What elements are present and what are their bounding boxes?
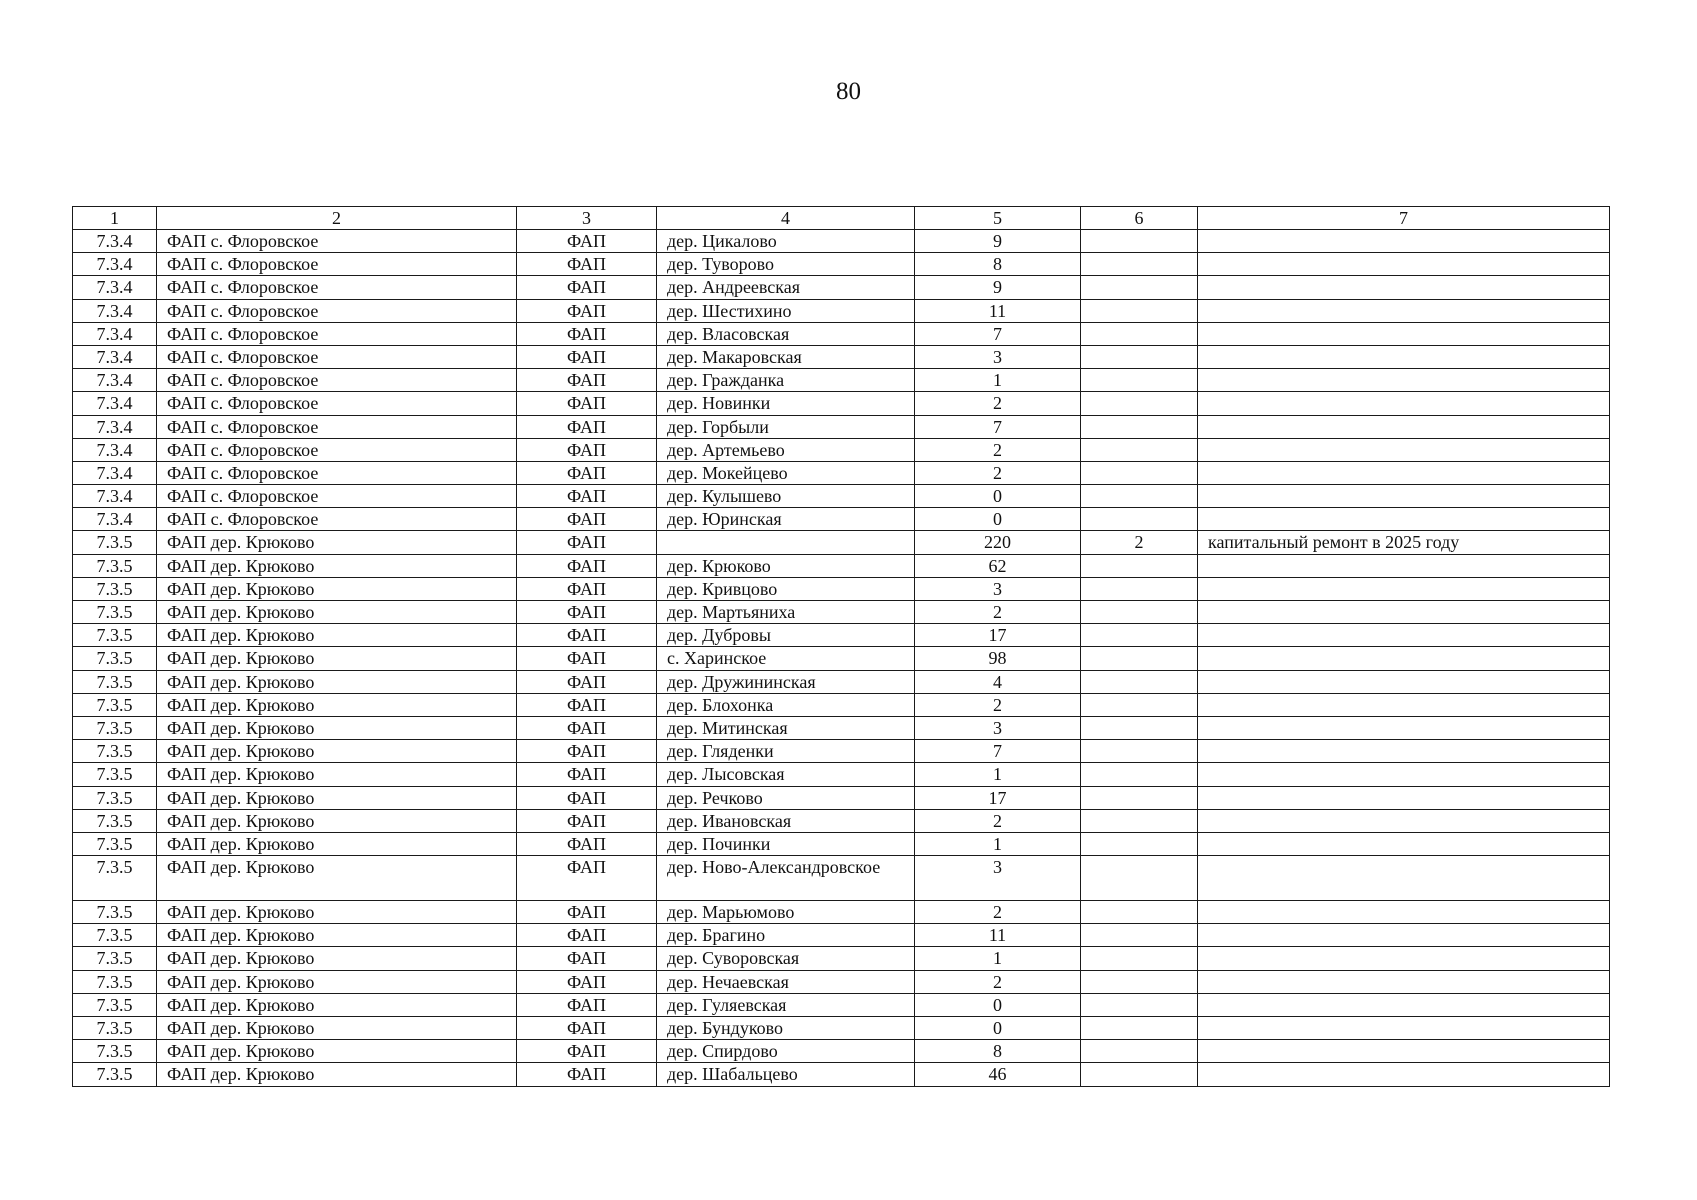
facility-cell: ФАП с. Флоровское (157, 322, 517, 345)
page-number: 80 (836, 78, 861, 105)
population-cell: 4 (915, 670, 1081, 693)
count-cell (1081, 901, 1198, 924)
facility-cell: ФАП дер. Крюково (157, 601, 517, 624)
note-cell (1198, 1063, 1610, 1086)
settlement-cell: с. Харинское (657, 647, 915, 670)
type-cell: ФАП (517, 970, 657, 993)
type-cell: ФАП (517, 763, 657, 786)
table-row (73, 461, 1610, 484)
type-cell: ФАП (517, 461, 657, 484)
settlement-cell: дер. Горбыли (657, 415, 915, 438)
settlement-cell: дер. Андреевская (657, 276, 915, 299)
type-cell: ФАП (517, 786, 657, 809)
table-row (73, 531, 1610, 554)
row-number-cell: 7.3.4 (73, 299, 157, 322)
type-cell: ФАП (517, 993, 657, 1016)
column-header: 7 (1198, 207, 1610, 230)
table-row (73, 716, 1610, 739)
settlement-cell: дер. Крюково (657, 554, 915, 577)
settlement-cell: дер. Артемьево (657, 438, 915, 461)
table-row (73, 809, 1610, 832)
facility-cell: ФАП дер. Крюково (157, 1017, 517, 1040)
count-cell (1081, 230, 1198, 253)
count-cell: 2 (1081, 531, 1198, 554)
note-cell (1198, 693, 1610, 716)
settlement-cell: дер. Гляденки (657, 740, 915, 763)
row-number-cell: 7.3.4 (73, 508, 157, 531)
note-cell (1198, 554, 1610, 577)
population-cell: 1 (915, 369, 1081, 392)
table-row (73, 230, 1610, 253)
row-number-cell: 7.3.5 (73, 763, 157, 786)
table-row (73, 508, 1610, 531)
facility-cell: ФАП дер. Крюково (157, 554, 517, 577)
count-cell (1081, 947, 1198, 970)
type-cell: ФАП (517, 624, 657, 647)
row-number-cell: 7.3.5 (73, 647, 157, 670)
count-cell (1081, 577, 1198, 600)
table-row (73, 947, 1610, 970)
population-cell: 1 (915, 763, 1081, 786)
row-number-cell: 7.3.4 (73, 461, 157, 484)
table-row (73, 577, 1610, 600)
population-cell: 98 (915, 647, 1081, 670)
note-cell (1198, 1017, 1610, 1040)
note-cell (1198, 322, 1610, 345)
note-cell (1198, 415, 1610, 438)
row-number-cell: 7.3.5 (73, 809, 157, 832)
note-cell (1198, 253, 1610, 276)
facility-cell: ФАП с. Флоровское (157, 485, 517, 508)
table-row (73, 322, 1610, 345)
note-cell (1198, 438, 1610, 461)
column-header: 1 (73, 207, 157, 230)
settlement-cell: дер. Марьюмово (657, 901, 915, 924)
row-number-cell: 7.3.5 (73, 693, 157, 716)
row-number-cell: 7.3.5 (73, 577, 157, 600)
table-row (73, 276, 1610, 299)
table-row (73, 438, 1610, 461)
facility-cell: ФАП дер. Крюково (157, 856, 517, 901)
table-row (73, 1063, 1610, 1086)
type-cell: ФАП (517, 276, 657, 299)
population-cell: 3 (915, 856, 1081, 901)
note-cell (1198, 577, 1610, 600)
settlement-cell: дер. Шабальцево (657, 1063, 915, 1086)
facility-cell: ФАП дер. Крюково (157, 924, 517, 947)
type-cell: ФАП (517, 1017, 657, 1040)
count-cell (1081, 253, 1198, 276)
note-cell (1198, 740, 1610, 763)
row-number-cell: 7.3.4 (73, 392, 157, 415)
population-cell: 11 (915, 299, 1081, 322)
facility-cell: ФАП дер. Крюково (157, 693, 517, 716)
population-cell: 7 (915, 415, 1081, 438)
note-cell (1198, 299, 1610, 322)
row-number-cell: 7.3.5 (73, 1040, 157, 1063)
count-cell (1081, 322, 1198, 345)
settlement-cell: дер. Починки (657, 832, 915, 855)
population-cell: 1 (915, 832, 1081, 855)
settlement-cell: дер. Кривцово (657, 577, 915, 600)
column-header: 3 (517, 207, 657, 230)
facility-cell: ФАП дер. Крюково (157, 624, 517, 647)
table-row (73, 970, 1610, 993)
population-cell: 2 (915, 970, 1081, 993)
row-number-cell: 7.3.4 (73, 485, 157, 508)
note-cell (1198, 856, 1610, 901)
table-row (73, 253, 1610, 276)
row-number-cell: 7.3.5 (73, 947, 157, 970)
facility-cell: ФАП дер. Крюково (157, 1063, 517, 1086)
row-number-cell: 7.3.5 (73, 856, 157, 901)
row-number-cell: 7.3.4 (73, 253, 157, 276)
settlement-cell: дер. Лысовская (657, 763, 915, 786)
type-cell: ФАП (517, 415, 657, 438)
population-cell: 9 (915, 230, 1081, 253)
note-cell (1198, 230, 1610, 253)
facility-cell: ФАП дер. Крюково (157, 786, 517, 809)
type-cell: ФАП (517, 832, 657, 855)
count-cell (1081, 809, 1198, 832)
population-cell: 2 (915, 809, 1081, 832)
facility-cell: ФАП дер. Крюково (157, 763, 517, 786)
count-cell (1081, 856, 1198, 901)
population-cell: 8 (915, 253, 1081, 276)
row-number-cell: 7.3.4 (73, 230, 157, 253)
type-cell: ФАП (517, 856, 657, 901)
note-cell (1198, 1040, 1610, 1063)
note-cell (1198, 461, 1610, 484)
settlement-cell: дер. Ивановская (657, 809, 915, 832)
table-row (73, 901, 1610, 924)
population-cell: 7 (915, 740, 1081, 763)
facility-cell: ФАП дер. Крюково (157, 577, 517, 600)
population-cell: 11 (915, 924, 1081, 947)
type-cell: ФАП (517, 485, 657, 508)
count-cell (1081, 624, 1198, 647)
type-cell: ФАП (517, 901, 657, 924)
population-cell: 9 (915, 276, 1081, 299)
count-cell (1081, 693, 1198, 716)
table-row (73, 856, 1610, 901)
note-cell (1198, 809, 1610, 832)
settlement-cell: дер. Дружининская (657, 670, 915, 693)
type-cell: ФАП (517, 253, 657, 276)
table-row (73, 554, 1610, 577)
population-cell: 2 (915, 461, 1081, 484)
population-cell: 1 (915, 947, 1081, 970)
facility-cell: ФАП с. Флоровское (157, 276, 517, 299)
table-row (73, 786, 1610, 809)
table-row (73, 670, 1610, 693)
table-row (73, 485, 1610, 508)
count-cell (1081, 1040, 1198, 1063)
facility-cell: ФАП с. Флоровское (157, 392, 517, 415)
facility-cell: ФАП дер. Крюково (157, 740, 517, 763)
table-row (73, 647, 1610, 670)
note-cell (1198, 508, 1610, 531)
column-header: 2 (157, 207, 517, 230)
facility-cell: ФАП с. Флоровское (157, 299, 517, 322)
facility-cell: ФАП дер. Крюково (157, 531, 517, 554)
settlement-cell: дер. Власовская (657, 322, 915, 345)
population-cell: 46 (915, 1063, 1081, 1086)
table-row (73, 740, 1610, 763)
facility-cell: ФАП с. Флоровское (157, 369, 517, 392)
facility-cell: ФАП дер. Крюково (157, 901, 517, 924)
row-number-cell: 7.3.4 (73, 415, 157, 438)
population-cell: 0 (915, 993, 1081, 1016)
count-cell (1081, 299, 1198, 322)
facility-cell: ФАП дер. Крюково (157, 970, 517, 993)
row-number-cell: 7.3.5 (73, 554, 157, 577)
population-cell: 7 (915, 322, 1081, 345)
settlement-cell: дер. Кулышево (657, 485, 915, 508)
count-cell (1081, 670, 1198, 693)
facility-cell: ФАП дер. Крюково (157, 716, 517, 739)
count-cell (1081, 763, 1198, 786)
note-cell (1198, 716, 1610, 739)
column-header: 5 (915, 207, 1081, 230)
population-cell: 0 (915, 485, 1081, 508)
facility-cell: ФАП с. Флоровское (157, 230, 517, 253)
facility-cell: ФАП с. Флоровское (157, 461, 517, 484)
population-cell: 2 (915, 438, 1081, 461)
type-cell: ФАП (517, 299, 657, 322)
facility-cell: ФАП дер. Крюково (157, 947, 517, 970)
table-row (73, 763, 1610, 786)
population-cell: 0 (915, 508, 1081, 531)
count-cell (1081, 786, 1198, 809)
type-cell: ФАП (517, 809, 657, 832)
facility-cell: ФАП с. Флоровское (157, 253, 517, 276)
table-row (73, 415, 1610, 438)
count-cell (1081, 832, 1198, 855)
facility-cell: ФАП дер. Крюково (157, 1040, 517, 1063)
row-number-cell: 7.3.4 (73, 322, 157, 345)
note-cell (1198, 369, 1610, 392)
population-cell: 2 (915, 601, 1081, 624)
table-row (73, 345, 1610, 368)
type-cell: ФАП (517, 716, 657, 739)
settlement-cell: дер. Гражданка (657, 369, 915, 392)
data-table (72, 206, 1610, 1087)
count-cell (1081, 415, 1198, 438)
row-number-cell: 7.3.5 (73, 901, 157, 924)
type-cell: ФАП (517, 1063, 657, 1086)
settlement-cell: дер. Юринская (657, 508, 915, 531)
facility-cell: ФАП с. Флоровское (157, 415, 517, 438)
count-cell (1081, 438, 1198, 461)
table-row (73, 392, 1610, 415)
type-cell: ФАП (517, 369, 657, 392)
population-cell: 220 (915, 531, 1081, 554)
row-number-cell: 7.3.5 (73, 1063, 157, 1086)
note-cell (1198, 485, 1610, 508)
note-cell (1198, 763, 1610, 786)
facility-cell: ФАП дер. Крюково (157, 832, 517, 855)
settlement-cell: дер. Туворово (657, 253, 915, 276)
row-number-cell: 7.3.5 (73, 740, 157, 763)
note-cell (1198, 924, 1610, 947)
settlement-cell: дер. Ново-Александровское (657, 856, 915, 901)
type-cell: ФАП (517, 438, 657, 461)
count-cell (1081, 345, 1198, 368)
column-header: 4 (657, 207, 915, 230)
settlement-cell: дер. Макаровская (657, 345, 915, 368)
row-number-cell: 7.3.5 (73, 716, 157, 739)
table-row (73, 299, 1610, 322)
count-cell (1081, 1017, 1198, 1040)
count-cell (1081, 740, 1198, 763)
type-cell: ФАП (517, 554, 657, 577)
count-cell (1081, 508, 1198, 531)
table-row (73, 1017, 1610, 1040)
settlement-cell: дер. Речково (657, 786, 915, 809)
count-cell (1081, 1063, 1198, 1086)
note-cell (1198, 345, 1610, 368)
population-cell: 17 (915, 786, 1081, 809)
type-cell: ФАП (517, 601, 657, 624)
type-cell: ФАП (517, 230, 657, 253)
population-cell: 8 (915, 1040, 1081, 1063)
column-header: 6 (1081, 207, 1198, 230)
population-cell: 0 (915, 1017, 1081, 1040)
facility-cell: ФАП с. Флоровское (157, 345, 517, 368)
population-cell: 3 (915, 577, 1081, 600)
settlement-cell: дер. Гуляевская (657, 993, 915, 1016)
settlement-cell: дер. Брагино (657, 924, 915, 947)
type-cell: ФАП (517, 693, 657, 716)
note-cell (1198, 276, 1610, 299)
row-number-cell: 7.3.4 (73, 369, 157, 392)
table-row (73, 601, 1610, 624)
row-number-cell: 7.3.5 (73, 670, 157, 693)
note-cell (1198, 624, 1610, 647)
note-cell (1198, 786, 1610, 809)
population-cell: 17 (915, 624, 1081, 647)
population-cell: 62 (915, 554, 1081, 577)
note-cell (1198, 901, 1610, 924)
settlement-cell: дер. Митинская (657, 716, 915, 739)
population-cell: 2 (915, 901, 1081, 924)
row-number-cell: 7.3.4 (73, 438, 157, 461)
settlement-cell (657, 531, 915, 554)
note-cell (1198, 993, 1610, 1016)
count-cell (1081, 461, 1198, 484)
settlement-cell: дер. Шестихино (657, 299, 915, 322)
count-cell (1081, 554, 1198, 577)
type-cell: ФАП (517, 508, 657, 531)
settlement-cell: дер. Мартьяниха (657, 601, 915, 624)
count-cell (1081, 993, 1198, 1016)
type-cell: ФАП (517, 531, 657, 554)
row-number-cell: 7.3.5 (73, 624, 157, 647)
settlement-cell: дер. Цикалово (657, 230, 915, 253)
type-cell: ФАП (517, 345, 657, 368)
note-cell (1198, 392, 1610, 415)
note-cell (1198, 947, 1610, 970)
count-cell (1081, 369, 1198, 392)
note-cell (1198, 832, 1610, 855)
row-number-cell: 7.3.5 (73, 786, 157, 809)
table-row (73, 832, 1610, 855)
type-cell: ФАП (517, 1040, 657, 1063)
settlement-cell: дер. Мокейцево (657, 461, 915, 484)
settlement-cell: дер. Спирдово (657, 1040, 915, 1063)
type-cell: ФАП (517, 947, 657, 970)
type-cell: ФАП (517, 740, 657, 763)
table-row (73, 624, 1610, 647)
table-row (73, 924, 1610, 947)
population-cell: 2 (915, 693, 1081, 716)
row-number-cell: 7.3.5 (73, 1017, 157, 1040)
row-number-cell: 7.3.5 (73, 531, 157, 554)
settlement-cell: дер. Блохонка (657, 693, 915, 716)
population-cell: 3 (915, 345, 1081, 368)
note-cell (1198, 601, 1610, 624)
count-cell (1081, 647, 1198, 670)
table-row (73, 693, 1610, 716)
note-cell (1198, 647, 1610, 670)
type-cell: ФАП (517, 647, 657, 670)
type-cell: ФАП (517, 322, 657, 345)
settlement-cell: дер. Дубровы (657, 624, 915, 647)
row-number-cell: 7.3.4 (73, 276, 157, 299)
table-row (73, 369, 1610, 392)
count-cell (1081, 392, 1198, 415)
type-cell: ФАП (517, 670, 657, 693)
type-cell: ФАП (517, 392, 657, 415)
type-cell: ФАП (517, 577, 657, 600)
count-cell (1081, 970, 1198, 993)
settlement-cell: дер. Нечаевская (657, 970, 915, 993)
count-cell (1081, 716, 1198, 739)
note-cell (1198, 670, 1610, 693)
row-number-cell: 7.3.5 (73, 993, 157, 1016)
note-cell (1198, 970, 1610, 993)
settlement-cell: дер. Новинки (657, 392, 915, 415)
facility-cell: ФАП дер. Крюково (157, 993, 517, 1016)
row-number-cell: 7.3.5 (73, 970, 157, 993)
row-number-cell: 7.3.4 (73, 345, 157, 368)
facility-cell: ФАП с. Флоровское (157, 508, 517, 531)
population-cell: 2 (915, 392, 1081, 415)
facility-cell: ФАП дер. Крюково (157, 670, 517, 693)
facility-cell: ФАП с. Флоровское (157, 438, 517, 461)
row-number-cell: 7.3.5 (73, 924, 157, 947)
table-row (73, 1040, 1610, 1063)
note-cell: капитальный ремонт в 2025 году (1198, 531, 1610, 554)
header-row (73, 207, 1610, 230)
table-row (73, 993, 1610, 1016)
settlement-cell: дер. Суворовская (657, 947, 915, 970)
row-number-cell: 7.3.5 (73, 832, 157, 855)
population-cell: 3 (915, 716, 1081, 739)
count-cell (1081, 601, 1198, 624)
settlement-cell: дер. Бундуково (657, 1017, 915, 1040)
facility-cell: ФАП дер. Крюково (157, 647, 517, 670)
table-body (73, 230, 1610, 1087)
type-cell: ФАП (517, 924, 657, 947)
facility-cell: ФАП дер. Крюково (157, 809, 517, 832)
row-number-cell: 7.3.5 (73, 601, 157, 624)
count-cell (1081, 924, 1198, 947)
count-cell (1081, 485, 1198, 508)
count-cell (1081, 276, 1198, 299)
